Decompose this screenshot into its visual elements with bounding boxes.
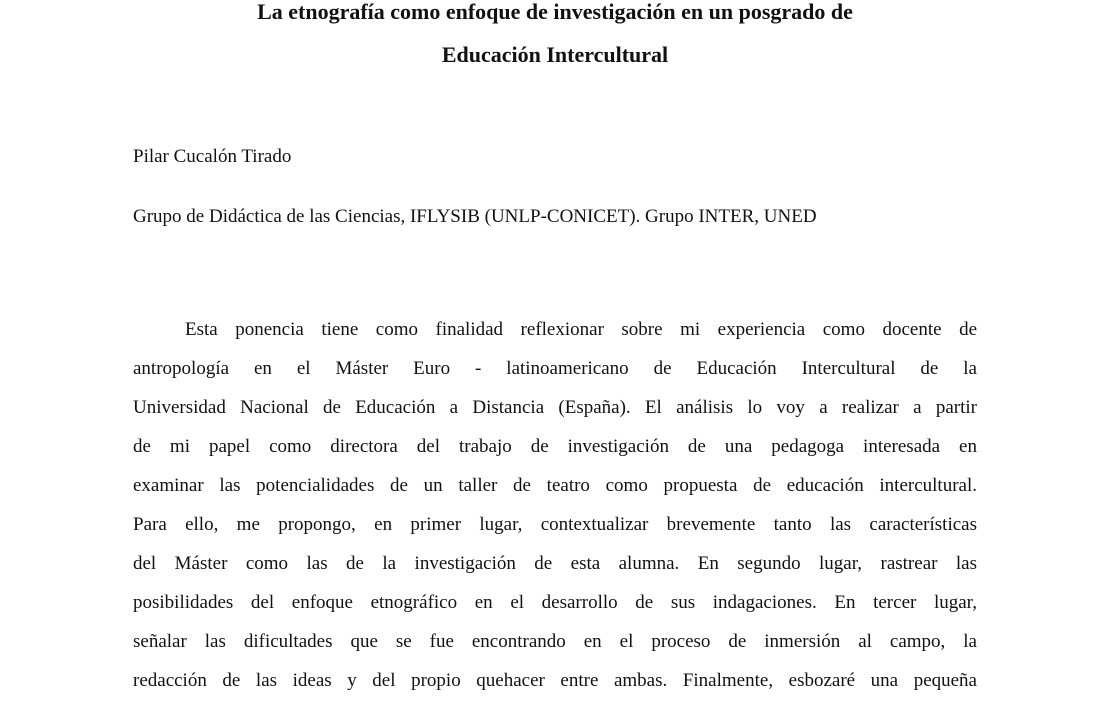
abstract-line: Universidad Nacional de Educación a Distancia (España). El análisis lo voy a realizar a partir xyxy=(133,397,977,418)
abstract-line: posibilidades del enfoque etnográfico en el desarrollo de sus indagaciones. En tercer lugar, xyxy=(133,592,977,613)
abstract-line: Para ello, me propongo, en primer lugar, contextualizar brevemente tanto las características xyxy=(133,514,977,535)
abstract-line: examinar las potencialidades de un taller de teatro como propuesta de educación intercultural. xyxy=(133,475,977,496)
paper-title-line-1: La etnografía como enfoque de investigación en un posgrado de xyxy=(257,0,853,24)
abstract-line: de mi papel como directora del trabajo de investigación de una pedagoga interesada en xyxy=(133,436,977,457)
author-name: Pilar Cucalón Tirado xyxy=(133,146,292,167)
abstract-line: redacción de las ideas y del propio quehacer entre ambas. Finalmente, esbozaré una pequeña xyxy=(133,670,977,691)
abstract-body xyxy=(133,312,977,702)
abstract-line: del Máster como las de la investigación de esta alumna. En segundo lugar, rastrear las xyxy=(133,553,977,574)
abstract-line: señalar las dificultades que se fue encontrando en el proceso de inmersión al campo, la xyxy=(133,631,977,652)
author-affiliation: Grupo de Didáctica de las Ciencias, IFLYSIB (UNLP-CONICET). Grupo INTER, UNED xyxy=(133,206,817,227)
abstract-line: Esta ponencia tiene como finalidad reflexionar sobre mi experiencia como docente de xyxy=(185,319,977,340)
paper-title-line-2: Educación Intercultural xyxy=(441,42,669,67)
abstract-line: antropología en el Máster Euro - latinoamericano de Educación Intercultural de la xyxy=(133,358,977,379)
